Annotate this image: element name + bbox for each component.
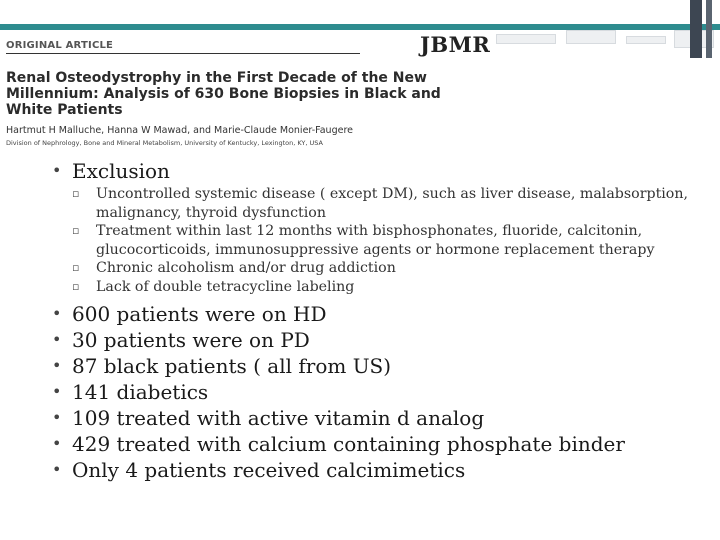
paper-affiliation: Division of Nephrology, Bone and Mineral Metabolism, University of Kentucky, Lexington, KY, USA (6, 139, 323, 147)
bullet-item (52, 327, 692, 353)
bullet-text: 87 black patients ( all from US) (72, 353, 392, 378)
square-bullet-icon: ▫ (72, 187, 80, 200)
main-bullet-list (52, 301, 692, 483)
bullet-item (52, 431, 692, 457)
bullet-item (52, 457, 692, 483)
bullet-text: 429 treated with calcium containing phosphate binder (72, 431, 625, 456)
bullet-item (52, 353, 692, 379)
bullet-dot-icon: • (52, 407, 62, 427)
bullet-dot-icon: • (52, 303, 62, 323)
sub-bullet (72, 185, 692, 222)
bullet-text: 30 patients were on PD (72, 327, 310, 352)
sub-bullet (72, 259, 692, 278)
slide-top-band (0, 0, 720, 24)
bullet-text: 141 diabetics (72, 379, 209, 404)
sub-bullet (72, 222, 692, 259)
bullet-dot-icon: • (52, 433, 62, 453)
paper-authors: Hartmut H Malluche, Hanna W Mawad, and Marie-Claude Monier-Faugere (6, 125, 353, 136)
paper-header (0, 30, 500, 152)
bullet-text: 109 treated with active vitamin d analog (72, 405, 485, 430)
sub-bullet-text: Treatment within last 12 months with bisphosphonates, fluoride, calcitonin, glucocorticoids, immunosuppressive agents or hormone replacement therapy (96, 223, 655, 258)
square-bullet-icon: ▫ (72, 261, 80, 275)
bullet-dot-icon: • (52, 381, 62, 401)
decorative-tile (496, 34, 556, 44)
slide-content (52, 158, 692, 483)
square-bullet-icon: ▫ (72, 279, 80, 293)
bullet-text: Exclusion (72, 159, 170, 183)
journal-logo: JBMR (420, 32, 491, 57)
square-bullet-icon: ▫ (72, 224, 80, 238)
sub-bullet-text: Lack of double tetracycline labeling (96, 278, 355, 295)
decorative-tile (626, 36, 666, 44)
paper-title: Renal Osteodystrophy in the First Decade of the New Millennium: Analysis of 630 Bone Biopsies in Black and White Patients (6, 70, 441, 118)
bullet-dot-icon: • (52, 355, 62, 375)
bullet-dot-icon: • (52, 459, 62, 479)
bullet-dot-icon: • (52, 329, 62, 349)
section-rule (6, 53, 360, 54)
bullet-text: 600 patients were on HD (72, 301, 327, 326)
sub-bullet-text: Chronic alcoholism and/or drug addiction (96, 260, 396, 277)
bullet-exclusion (52, 158, 692, 184)
exclusion-sublist (72, 185, 692, 297)
decorative-tiles (496, 30, 720, 58)
bullet-text: Only 4 patients received calcimimetics (72, 457, 466, 482)
section-label: ORIGINAL ARTICLE (6, 40, 114, 51)
bullet-item (52, 379, 692, 405)
sub-bullet (72, 278, 692, 297)
bullet-dot-icon: • (52, 161, 62, 180)
bullet-item (52, 301, 692, 327)
bullet-item (52, 405, 692, 431)
decorative-column (690, 0, 702, 58)
decorative-tile (566, 30, 616, 44)
decorative-column (706, 0, 712, 58)
sub-bullet-text: Uncontrolled systemic disease ( except DM), such as liver disease, malabsorption, malignancy, thyroid dysfunction (96, 186, 688, 221)
